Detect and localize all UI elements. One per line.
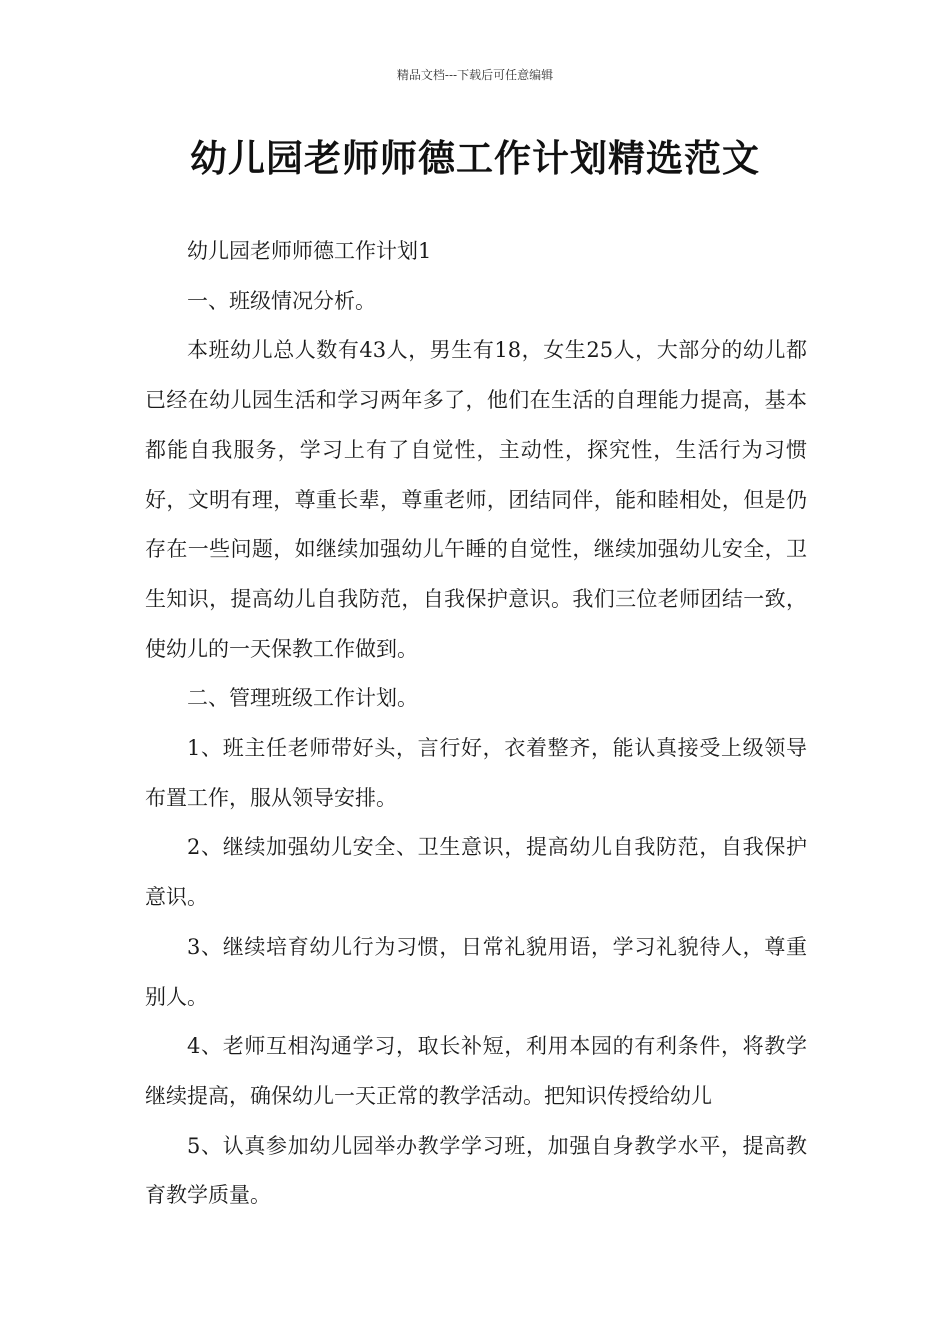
header-note: 精品文档---下载后可任意编辑 (396, 68, 554, 82)
subsection-heading: 一、班级情况分析。 (187, 288, 376, 313)
document-title: 幼儿园老师师德工作计划精选范文 (190, 136, 760, 180)
document-body (145, 227, 807, 1221)
list-item: 5、认真参加幼儿园举办教学学习班，加强自身教学水平，提高教育教学质量。 (145, 1133, 807, 1208)
list-item: 2、继续加强幼儿安全、卫生意识，提高幼儿自我防范，自我保护意识。 (145, 835, 807, 910)
list-item: 3、继续培育幼儿行为习惯，日常礼貌用语，学习礼貌待人，尊重别人。 (145, 934, 807, 1009)
list-item: 4、老师互相沟通学习，取长补短，利用本园的有利条件，将教学继续提高，确保幼儿一天正常的教学活动。把知识传授给幼儿 (145, 1034, 807, 1108)
list-item: 1、班主任老师带好头，言行好，衣着整齐，能认真接受上级领导布置工作，服从领导安排。 (145, 736, 807, 810)
body-paragraph: 本班幼儿总人数有43人，男生有18，女生25人，大部分的幼儿都已经在幼儿园生活和学习两年多了，他们在生活的自理能力提高，基本都能自我服务，学习上有了自觉性，主动性，探究性，生活行为习惯好，文明有理，尊重长辈，尊重老师，团结同伴，能和睦相处，但是仍存在一些问题，如继续加强幼儿午睡的自觉性，继续加强幼儿安全，卫生知识，提高幼儿自我防范，自我保护意识。我们三位老师团结一致，使幼儿的一天保教工作做到。 (145, 338, 807, 661)
section-heading: 幼儿园老师师德工作计划1 (187, 239, 432, 263)
subsection-heading: 二、管理班级工作计划。 (187, 686, 418, 711)
